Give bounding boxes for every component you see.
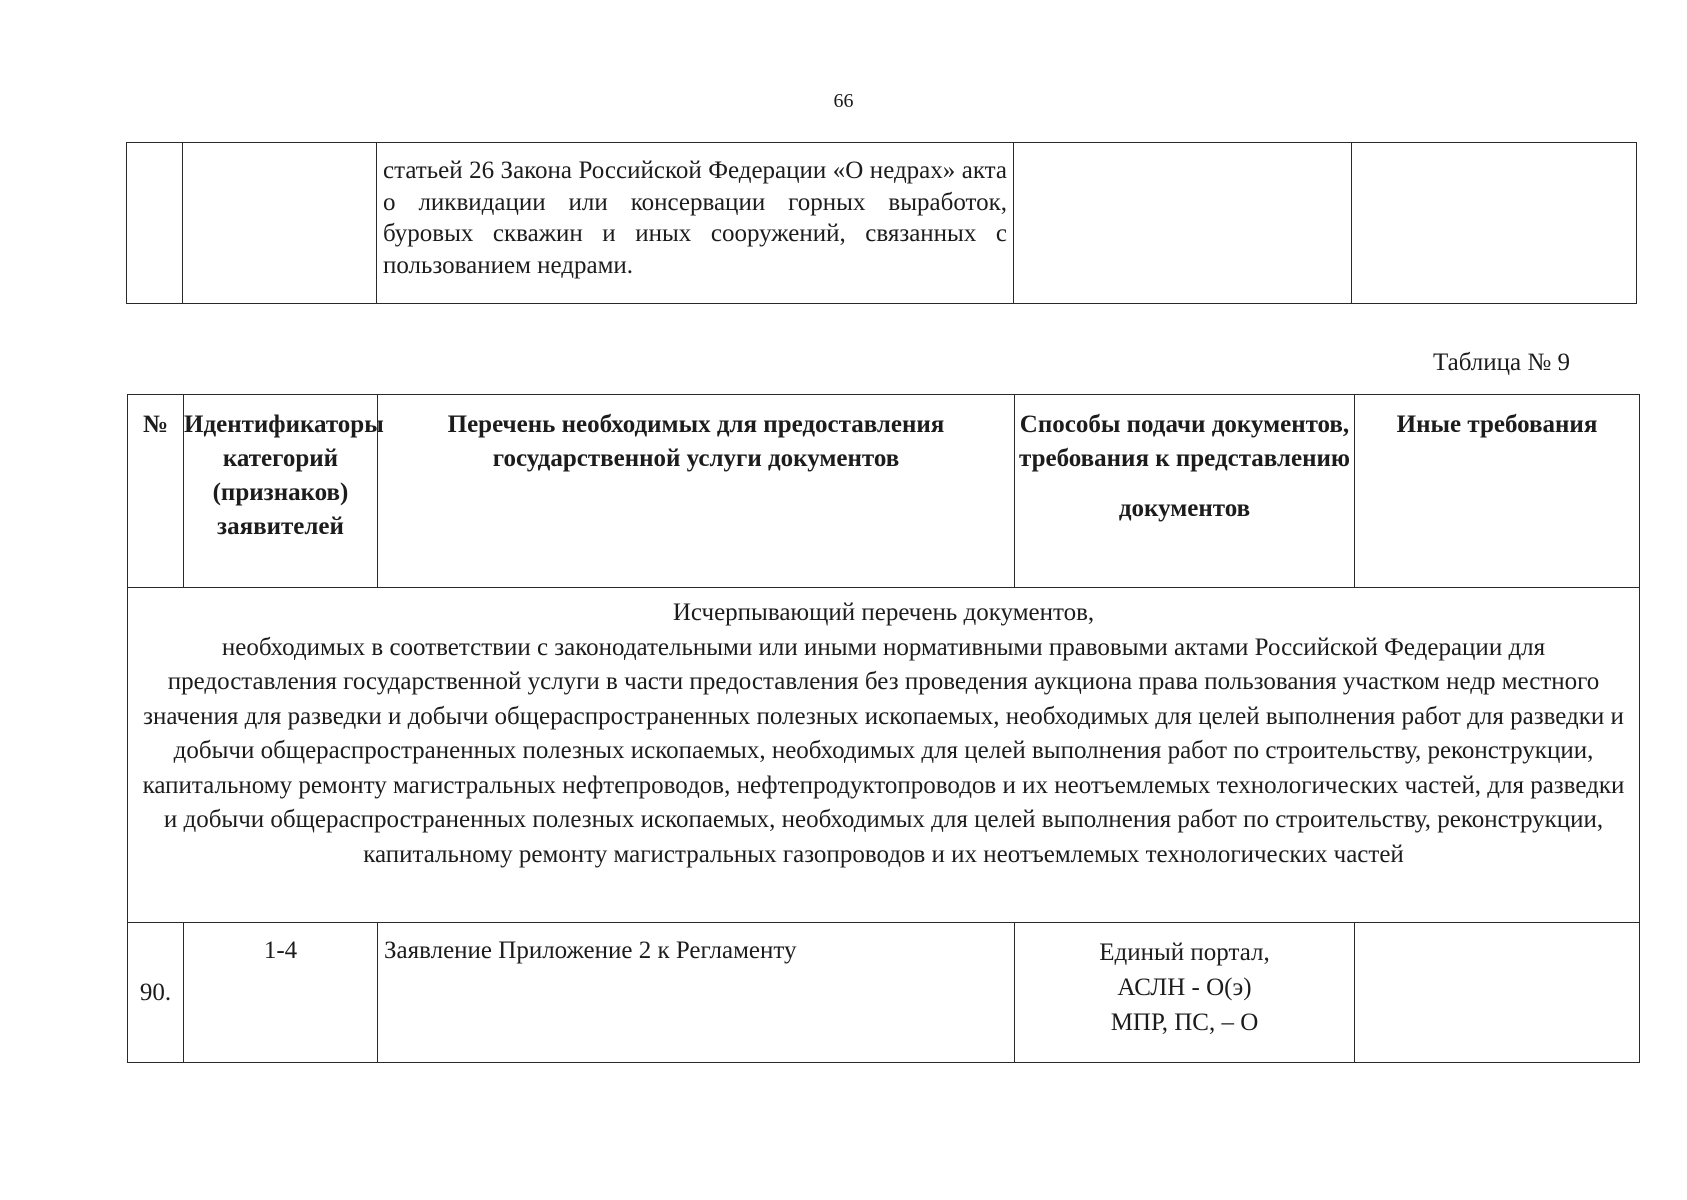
header-num: №: [128, 395, 184, 588]
page-number: 66: [833, 90, 854, 112]
method-line: МПР, ПС, – О: [1110, 1009, 1259, 1036]
row-num: 90.: [128, 923, 184, 1063]
method-line: Единый портал,: [1099, 939, 1270, 966]
header-methods-line2: документов: [1118, 495, 1251, 522]
section-title: Исчерпывающий перечень документов,: [672, 599, 1095, 626]
section-cell: [128, 588, 1640, 923]
row-document: Заявление Приложение 2 к Регламенту: [378, 923, 1015, 1063]
continuation-text: статьей 26 Закона Российской Федерации «О недрах» акта о ликвидации или консервации горных выработок, буровых скважин и иных сооружений, связанных с пользованием недрами.: [377, 143, 1014, 304]
num-cell: [127, 143, 183, 304]
header-methods: [1015, 395, 1355, 588]
row-other: [1355, 923, 1640, 1063]
identifiers-cell: [183, 143, 377, 304]
method-line: АСЛН - О(э): [1117, 974, 1252, 1001]
table-row: [128, 923, 1640, 1063]
row-identifiers: 1-4: [184, 923, 378, 1063]
table-row: [127, 143, 1637, 304]
header-row: [128, 395, 1640, 588]
section-row: [128, 588, 1640, 923]
table-caption: Таблица № 9: [1432, 349, 1570, 376]
table-9: [127, 394, 1640, 1063]
header-other: Иные требования: [1355, 395, 1640, 588]
header-methods-line1: Способы подачи документов, требования к представлению: [1019, 411, 1350, 472]
row-methods: [1015, 923, 1355, 1063]
continuation-table: [126, 142, 1637, 304]
header-documents: Перечень необходимых для предоставления государственной услуги документов: [378, 395, 1015, 588]
methods-cell: [1014, 143, 1352, 304]
section-text: необходимых в соответствии с законодательными или иными нормативными правовыми актами Российской Федерации для предоставления государственной услуги в части предоставления без проведения аукциона права пользования участком недр местного значения для разведки и добычи общераспространенных полезных ископаемых, необходимых для целей выполнения работ для разведки и добычи общераспространенных полезных ископаемых, необходимых для целей выполнения работ по строительству, реконструкции, капитальному ремонту магистральных нефтепроводов, нефтепродуктопроводов и их неотъемлемых технологических частей, для разведки и добычи общераспространенных полезных ископаемых, необходимых для целей выполнения работ по строительству, реконструкции, капитальному ремонту магистральных газопроводов и их неотъемлемых технологических частей: [142, 633, 1625, 868]
other-cell: [1352, 143, 1637, 304]
header-identifiers: Идентификаторы категорий (признаков) заявителей: [184, 395, 378, 588]
